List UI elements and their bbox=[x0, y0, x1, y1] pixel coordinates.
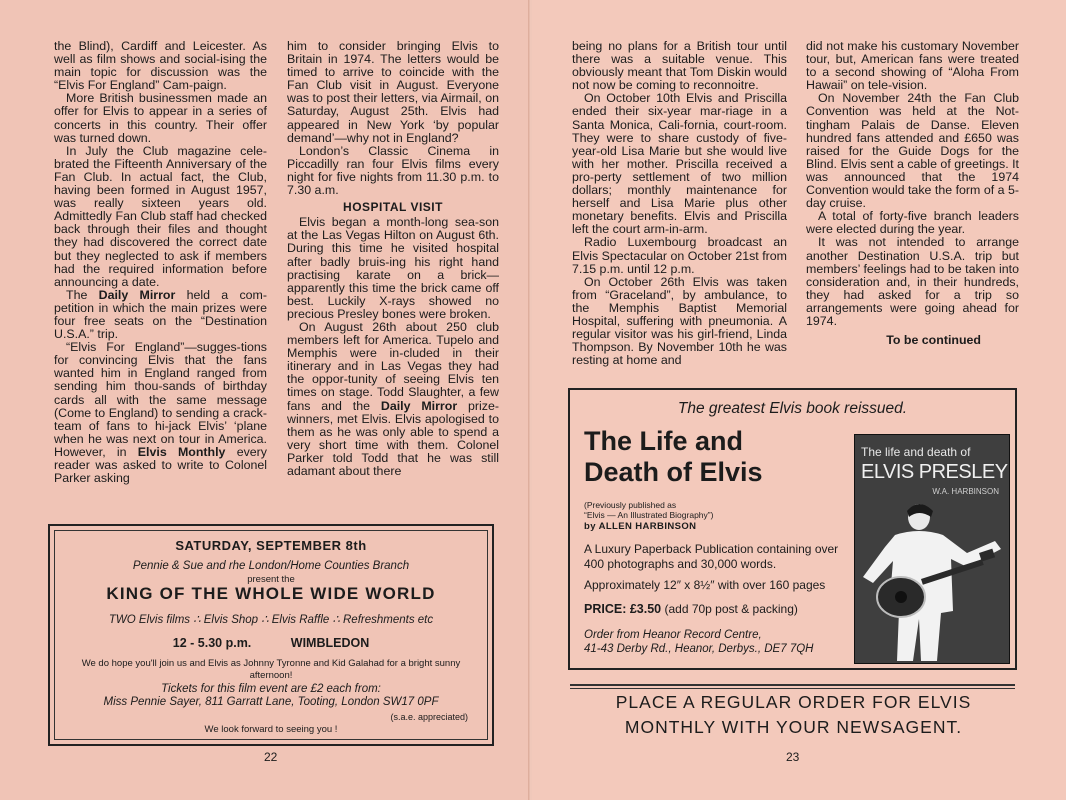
paragraph: did not make his customary November tour, but, American fans were treated to a second showing of “Aloha From Hawaii” on tele-vision. bbox=[806, 40, 1019, 93]
event-date: SATURDAY, SEPTEMBER 8th bbox=[175, 538, 367, 553]
cover-title-large: ELVIS PRESLEY bbox=[861, 461, 1008, 483]
previously-line-2: “Elvis — An Illustrated Biography”) bbox=[584, 510, 714, 520]
paragraph: In July the Club magazine cele-brated the Fifteenth Anniversary of the Fan Club. In actual fact, the Club, having been formed in August 1957, was really sixteen years old. Admittedly Fan Club staff had checked back through their files and thought they had discovered the correct date but they neglected to ask if members had the required information before announcing a date. bbox=[54, 143, 267, 289]
paragraph: A total of forty-five branch leaders were elected during the year. bbox=[806, 209, 1019, 237]
event-presents: present the bbox=[247, 574, 295, 585]
left-column-2 bbox=[287, 40, 499, 512]
previously-published-note bbox=[584, 500, 713, 520]
paragraph: More British businessmen made an offer for Elvis to appear in a series of concerts in this country. Their offer was turned down. bbox=[54, 91, 267, 145]
event-title: KING OF THE WHOLE WIDE WORLD bbox=[106, 584, 436, 603]
daily-mirror-name: Daily Mirror bbox=[380, 398, 458, 413]
paragraph: On November 24th the Fan Club Convention was held at the Not-tingham Palais de Danse. Eleven hundred fans attended and £650 was raised for the Guide Dogs for the Blind. Elvis sent a cable of greetings. It was announced that the 1974 Convention would take the form of a 5-day cruise. bbox=[806, 91, 1019, 211]
event-place: WIMBLEDON bbox=[290, 636, 370, 650]
event-time-place bbox=[50, 636, 492, 650]
paragraph bbox=[54, 289, 267, 341]
newsagent-call-to-action bbox=[566, 690, 1021, 740]
cta-line-2: MONTHLY WITH YOUR NEWSAGENT. bbox=[624, 717, 963, 737]
ad-headline: The greatest Elvis book reissued. bbox=[677, 400, 908, 417]
daily-mirror-name: Daily Mirror bbox=[98, 287, 176, 302]
paragraph: him to consider bringing Elvis to Britain in 1974. The letters would be timed to arrive to coincide with the Fan Club visit in August. Everyone was to post their letters, via Airmail, on Saturday, August 25th. Elvis had appeared in New York ‘by popular demand’—why not in England? bbox=[287, 40, 499, 145]
previously-line-1: (Previously published as bbox=[584, 500, 677, 510]
event-hosts: Pennie & Sue and rhe London/Home Counties Branch bbox=[132, 560, 410, 572]
divider bbox=[570, 684, 1015, 686]
paragraph: On October 10th Elvis and Priscilla ended their six-year mar-riage in a Santa Monica, Cali-fornia, court-room. They were to share custody of five-year-old Lisa Marie but she would live with her mother. Priscilla received a pro-perty settlement of two million dollars; monthly maintenance for herself and Lisa Marie plus other monetary benefits. Elvis and Priscilla left the court arm-in-arm. bbox=[572, 91, 787, 237]
paragraph: London’s Classic Cinema in Piccadilly ran four Elvis films every night for five nights from 11.30 p.m. to 7.30 a.m. bbox=[287, 143, 499, 198]
event-look-forward: We look forward to seeing you ! bbox=[204, 724, 338, 735]
paragraph: being no plans for a British tour until there was a suitable venue. This obviously meant that Tom Diskin would not now be coming to reconnoitre. bbox=[572, 40, 787, 93]
event-items: TWO Elvis films ∴ Elvis Shop ∴ Elvis Raffle ∴ Refreshments etc bbox=[108, 614, 434, 626]
text-span: held a com-petition in which the main prizes were four free seats on the “Destination U.S.A.” trip. bbox=[54, 287, 267, 342]
book-advert bbox=[568, 388, 1017, 670]
divider bbox=[570, 688, 1015, 689]
book-cover-image bbox=[854, 434, 1010, 664]
paragraph: It was not intended to arrange another Destination U.S.A. trip but members’ feelings had to be taken into consideration and, in their hundreds, they had asked for a trip so arrangements were going ahead for 1974. bbox=[806, 235, 1019, 328]
page-number-23: 23 bbox=[786, 750, 800, 764]
right-column-1 bbox=[572, 40, 787, 384]
price-label: PRICE: £3.50 bbox=[584, 602, 662, 616]
paragraph: On October 26th Elvis was taken from “Graceland”, by ambulance, to the Memphis Baptist Memorial Hospital, suffering with pneumonia. A regular visitor was his girl-friend, Linda Thompson. By November 10th he was resting at home and bbox=[572, 274, 787, 368]
paragraph: Elvis began a month-long sea-son at the Las Vegas Hilton on August 6th. During this time he visited hospital after badly bruis-ing his right hand practising karate on a brick—apparently this time the brick came off best. Luckily X-rays showed no precious Presley bones were broken. bbox=[287, 215, 499, 321]
to-be-continued: To be continued bbox=[886, 333, 981, 348]
book-title-line-2: Death of Elvis bbox=[584, 457, 763, 487]
left-column-1 bbox=[54, 40, 267, 512]
event-time: 12 - 5.30 p.m. bbox=[172, 636, 252, 650]
paragraph: the Blind), Cardiff and Leicester. As well as film shows and social-ising the main topic for discussion was the “Elvis For England” Cam-paign. bbox=[54, 40, 267, 93]
book-author: by ALLEN HARBINSON bbox=[584, 521, 697, 532]
cover-title-small: The life and death of bbox=[861, 445, 971, 459]
order-line-1: Order from Heanor Record Centre, bbox=[584, 629, 762, 641]
tickets-line-2: Miss Pennie Sayer, 811 Garratt Lane, Tooting, London SW17 0PF bbox=[103, 696, 439, 708]
paragraph bbox=[54, 341, 267, 485]
right-column-2 bbox=[806, 40, 1019, 384]
cover-author: W.A. HARBINSON bbox=[932, 487, 999, 496]
elvis-monthly-name: Elvis Monthly bbox=[137, 444, 226, 459]
text-span: On August 26th about 250 club members left for America. Tupelo and Memphis were in-cluded in their itinerary and in Las Vegas they had the oppor-tunity of seeing Elvis ten times on stage. Todd Slaughter, a few fans and the bbox=[287, 319, 499, 413]
book-price bbox=[584, 602, 798, 616]
text-span: prize-winners, met Elvis. Elvis apologised to them as he was only able to spend a very short time with them. Colonel Parker told Todd that he was still adamant about there bbox=[287, 398, 499, 478]
book-title-line-1: The Life and bbox=[584, 426, 744, 456]
text-span: The bbox=[66, 287, 99, 302]
paragraph: Radio Luxembourg broadcast an Elvis Spectacular on October 21st from 7.15 p.m. until 12 p.m. bbox=[572, 235, 787, 276]
event-tickets bbox=[50, 683, 492, 709]
page-22 bbox=[0, 0, 530, 800]
price-note: (add 70p post & packing) bbox=[664, 602, 798, 616]
book-size: Approximately 12″ x 8½″ with over 160 pages bbox=[584, 578, 826, 592]
book-title bbox=[584, 426, 763, 488]
order-address bbox=[584, 628, 813, 656]
event-hope-text: We do hope you'll join us and Elvis as Johnny Tyronne and Kid Galahad for a bright sunny afternoon! bbox=[81, 658, 461, 681]
page-number-22: 22 bbox=[264, 750, 278, 764]
cta-line-1: PLACE A REGULAR ORDER FOR ELVIS bbox=[615, 692, 972, 712]
event-advert-box bbox=[48, 524, 494, 746]
elvis-guitar-figure-icon bbox=[855, 501, 1009, 663]
book-description: A Luxury Paperback Publication containing over 400 photographs and 30,000 words. bbox=[584, 542, 839, 571]
section-heading: HOSPITAL VISIT bbox=[343, 200, 443, 215]
order-line-2: 41-43 Derby Rd., Heanor, Derbys., DE7 7QH bbox=[584, 643, 814, 655]
text-span: “Elvis For England”—sugges-tions for convincing Elvis that the fans wanted him in England ranged from sending him thou-sands of birthday cards all with the same message (Come to England) to sending a crack-team of fans to hi-jack Elvis’ ‘plane when he was next on tour in America. However, in bbox=[54, 340, 267, 459]
tickets-line-1: Tickets for this film event are £2 each from: bbox=[161, 683, 381, 695]
text-span: every reader was asked to write to Colonel Parker asking bbox=[54, 444, 267, 486]
paragraph bbox=[287, 321, 499, 478]
event-sae-note: (s.a.e. appreciated) bbox=[390, 712, 468, 722]
